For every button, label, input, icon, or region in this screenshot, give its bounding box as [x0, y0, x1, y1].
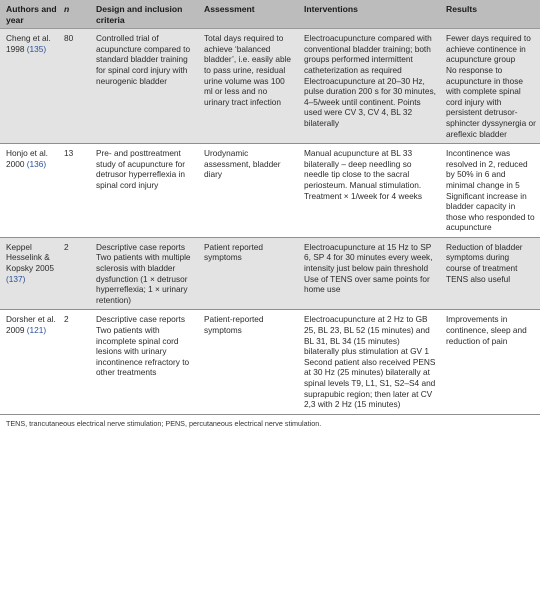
intervention-line: Manual acupuncture at BL 33 bilaterally – deep needling so needle tip close to the sacral periosteum. Manual stimulation. Treatment × 1/week for 4 weeks [304, 148, 422, 201]
design-cell: Controlled trial of acupuncture compared to standard bladder training for spinal cord injury with neurogenic bladder [90, 29, 198, 144]
result-line: Incontinence was resolved in 2, reduced by 50% in 6 and minimal change in 5 [446, 148, 528, 190]
header-results: Results [440, 0, 540, 29]
results-cell [440, 237, 540, 310]
intervention-line: Second patient also received PENS at 30 Hz (25 minutes) bilaterally at spinal levels T9, L1, S1, S2–S4 and suprapubic region; then later at CV 2,3 with 2 Hz (15 minutes) [304, 356, 436, 410]
table-row [0, 310, 540, 414]
interventions-cell [298, 310, 440, 414]
header-assessment: Assessment [198, 0, 298, 29]
interventions-cell [298, 144, 440, 238]
design-cell: Descriptive case reports Two patients with multiple sclerosis with bladder dysfunction (1 × detrusor hyperreflexia; 1 × urinary retention) [90, 237, 198, 310]
assessment-cell: Total days required to achieve ‘balanced bladder’, i.e. easily able to pass urine, residual urine volume was 100 ml or less and no urinary tract infection [198, 29, 298, 144]
result-line: Improvements in continence, sleep and reduction of pain [446, 314, 527, 346]
results-cell [440, 144, 540, 238]
table-row [0, 144, 540, 238]
interventions-cell [298, 237, 440, 310]
table-footnote: TENS, trancutaneous electrical nerve stimulation; PENS, percutaneous electrical nerve stimulation. [6, 418, 322, 428]
design-cell: Descriptive case reports Two patients with incomplete spinal cord lesions with urinary incontinence refractory to other treatments [90, 310, 198, 414]
intervention-line: Electroacupuncture compared with conventional bladder training; both groups performed intermittent catheterization as required Electroacupuncture at 20–30 Hz, pulse duration 200 s for 30 minutes, 4–5/week until continent. Points used were CV 3, CV 4, BL 32 bilaterally [304, 33, 436, 128]
header-interventions: Interventions [298, 0, 440, 29]
n-cell: 80 [62, 29, 90, 144]
table-body [0, 29, 540, 415]
table-row [0, 237, 540, 310]
intervention-line: Electroacupuncture at 15 Hz to SP 6, SP 4 for 30 minutes every week, intensity just below pain threshold [304, 241, 433, 274]
result-line: Significant increase in bladder capacity in those who responded to acupuncture [446, 190, 535, 233]
result-line: Fewer days required to achieve continence in acupuncture group [446, 33, 531, 65]
design-cell: Pre- and posttreatment study of acupuncture for detrusor hyperreflexia in spinal cord injury [90, 144, 198, 238]
assessment-cell: Urodynamic assessment, bladder diary [198, 144, 298, 238]
header-row [0, 0, 540, 29]
n-cell: 13 [62, 144, 90, 238]
header-design: Design and inclusion criteria [90, 0, 198, 29]
reference-link[interactable]: (121) [26, 325, 47, 336]
result-line: Reduction of bladder symptoms during course of treatment TENS also useful [446, 241, 523, 284]
intervention-line: Use of TENS over same points for home use [304, 273, 430, 295]
assessment-cell: Patient reported symptoms [198, 237, 298, 310]
intervention-line: Electroacupuncture at 2 Hz to GB 25, BL 23, BL 52 (15 minutes) and BL 31, BL 34 (15 minutes) bilaterally plus stimulation at GV 1 [304, 314, 430, 357]
reference-link[interactable]: (137) [6, 273, 26, 284]
table-header [0, 0, 540, 29]
author-cell [0, 310, 62, 414]
table-row [0, 29, 540, 144]
assessment-cell: Patient-reported symptoms [198, 310, 298, 414]
author-text: Keppel Hesselink & Kopsky 2005 [6, 241, 54, 274]
header-authors: Authors and year [0, 0, 62, 29]
author-cell [0, 144, 62, 238]
author-text: Honjo et al. 2000 [6, 148, 48, 169]
interventions-cell [298, 29, 440, 144]
results-cell [440, 29, 540, 144]
author-text: Cheng et al. 1998 [6, 33, 51, 54]
n-cell: 2 [62, 310, 90, 414]
author-cell [0, 237, 62, 310]
reference-link[interactable]: (136) [26, 158, 47, 169]
header-n: n [62, 0, 90, 29]
results-cell [440, 310, 540, 414]
reference-link[interactable]: (135) [26, 43, 47, 54]
author-text: Dorsher et al. 2009 [6, 314, 56, 336]
n-cell: 2 [62, 237, 90, 310]
author-cell [0, 29, 62, 144]
result-line: No response to acupuncture in those with complete spinal cord injury with persistent detrusor-sphincter dyssynergia or areflexic bladder [446, 64, 536, 139]
